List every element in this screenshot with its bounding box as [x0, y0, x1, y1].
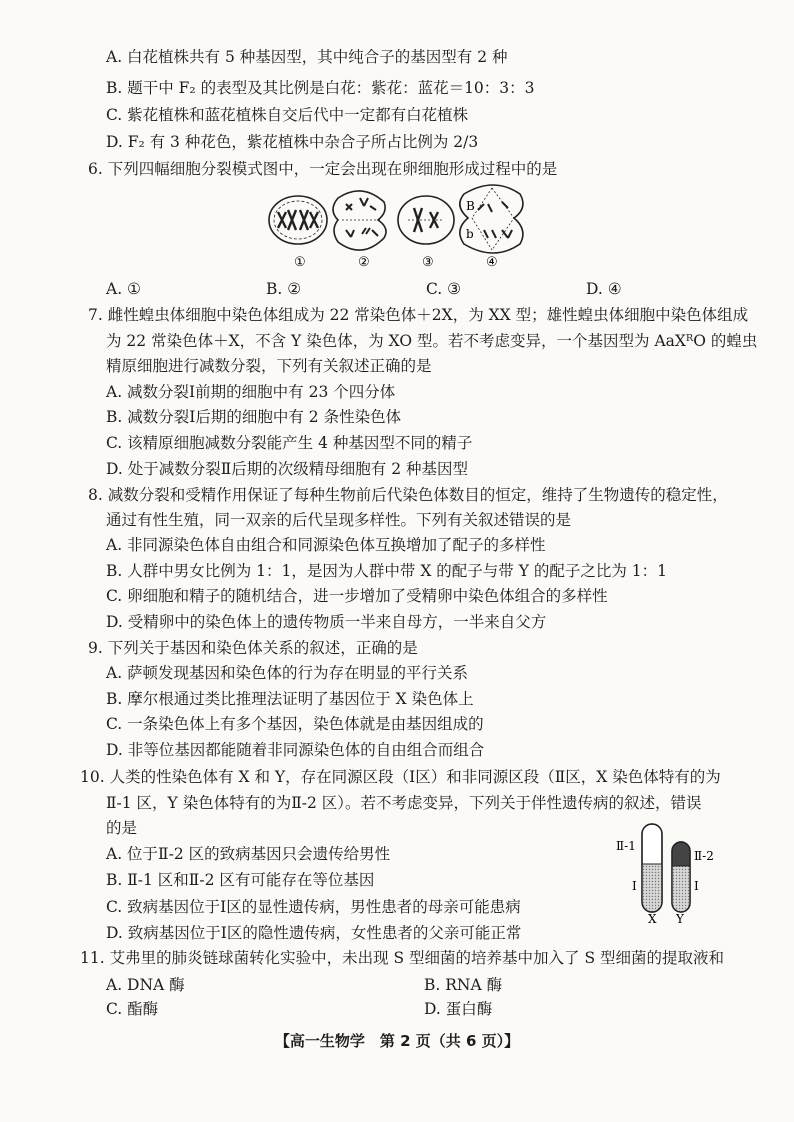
q9-option-a: A. 萨顿发现基因和染色体的行为存在明显的平行关系 — [106, 664, 469, 682]
q10-option-a: A. 位于Ⅱ-2 区的致病基因只会遗传给男性 — [106, 845, 391, 863]
q5-option-b: B. 题干中 F₂ 的表型及其比例是白花：紫花：蓝花＝10：3：3 — [106, 79, 535, 97]
q6-option-a: A. ① — [106, 280, 141, 298]
cell-4-allele-b-lower: b — [466, 227, 474, 241]
q11-option-b: B. RNA 酶 — [424, 976, 503, 994]
q11-option-c: C. 酯酶 — [106, 1000, 159, 1018]
q6-stem: 6. 下列四幅细胞分裂模式图中，一定会出现在卵细胞形成过程中的是 — [88, 160, 558, 178]
q10-option-b: B. Ⅱ-1 区和Ⅱ-2 区有可能存在等位基因 — [106, 871, 375, 889]
cell-4-allele-b-upper: B — [466, 199, 475, 213]
q5-option-d: D. F₂ 有 3 种花色，紫花植株中杂合子所占比例为 2/3 — [106, 133, 479, 151]
y-chromosome — [672, 842, 690, 912]
q10-stem-line-3: 的是 — [106, 819, 138, 837]
q7-option-d: D. 处于减数分裂Ⅱ后期的次级精母细胞有 2 种基因型 — [106, 460, 468, 478]
cell-3-label: ③ — [422, 255, 434, 270]
q7-stem-line-2: 为 22 常染色体＋X，不含 Y 染色体，为 XO 型。若不考虑变异，一个基因型为 AaXᴿO 的蝗虫 — [106, 332, 758, 350]
q9-option-c: C. 一条染色体上有多个基因，染色体就是由基因组成的 — [106, 715, 484, 733]
q6-option-d: D. ④ — [586, 280, 622, 298]
q7-stem-line-1: 7. 雌性蝗虫体细胞中染色体组成为 22 常染色体＋2X，为 XX 型；雄性蝗虫体细胞中染色体组成 — [88, 306, 749, 324]
q10-sex-chromosome-figure — [612, 820, 730, 924]
cell-2-label: ② — [358, 255, 370, 270]
q7-stem-line-3: 精原细胞进行减数分裂，下列有关叙述正确的是 — [106, 357, 432, 375]
cell-1-diagram — [269, 196, 327, 244]
cell-1-label: ① — [294, 255, 306, 270]
q10-stem-line-2: Ⅱ-1 区，Y 染色体特有的为Ⅱ-2 区）。若不考虑变异，下列关于伴性遗传病的叙述，错误 — [106, 794, 702, 812]
q6-cell-division-figure — [258, 180, 528, 274]
q6-option-c: C. ③ — [426, 280, 462, 298]
label-region-i-y: Ⅰ — [694, 879, 699, 893]
q11-option-a: A. DNA 酶 — [106, 976, 185, 994]
q9-option-d: D. 非等位基因都能随着非同源染色体的自由组合而组合 — [106, 741, 485, 759]
q8-stem-line-1: 8. 减数分裂和受精作用保证了每种生物前后代染色体数目的恒定，维持了生物遗传的稳定性， — [88, 486, 728, 504]
cell-4-label: ④ — [486, 255, 498, 270]
q6-option-b: B. ② — [266, 280, 302, 298]
cell-4-diagram — [460, 185, 523, 253]
x-chromosome — [642, 824, 662, 912]
q10-stem-line-1: 10. 人类的性染色体有 X 和 Y，存在同源区段（Ⅰ区）和非同源区段（Ⅱ区，X 染色体特有的为 — [80, 768, 721, 786]
q7-option-b: B. 减数分裂Ⅰ后期的细胞中有 2 条性染色体 — [106, 408, 402, 426]
q8-stem-line-2: 通过有性生殖，同一双亲的后代呈现多样性。下列有关叙述错误的是 — [106, 511, 572, 529]
label-region-ii-1: Ⅱ-1 — [616, 839, 636, 853]
q10-option-c: C. 致病基因位于Ⅰ区的显性遗传病，男性患者的母亲可能患病 — [106, 898, 521, 916]
q5-option-a: A. 白花植株共有 5 种基因型，其中纯合子的基因型有 2 种 — [106, 48, 508, 66]
q8-option-d: D. 受精卵中的染色体上的遗传物质一半来自母方，一半来自父方 — [106, 613, 547, 631]
q7-option-a: A. 减数分裂Ⅰ前期的细胞中有 23 个四分体 — [106, 383, 396, 401]
q11-stem: 11. 艾弗里的肺炎链球菌转化实验中，未出现 S 型细菌的培养基中加入了 S 型细菌的提取液和 — [80, 949, 725, 967]
q5-option-c: C. 紫花植株和蓝花植株自交后代中一定都有白花植株 — [106, 106, 469, 124]
cell-3-diagram — [398, 196, 454, 244]
q10-option-d: D. 致病基因位于Ⅰ区的隐性遗传病，女性患者的父亲可能正常 — [106, 924, 522, 942]
label-region-i-x: Ⅰ — [632, 879, 637, 893]
q9-option-b: B. 摩尔根通过类比推理法证明了基因位于 X 染色体上 — [106, 690, 474, 708]
q9-stem: 9. 下列关于基因和染色体关系的叙述，正确的是 — [88, 639, 418, 657]
cell-2-diagram — [333, 191, 386, 250]
label-x: X — [648, 912, 657, 924]
q8-option-a: A. 非同源染色体自由组合和同源染色体互换增加了配子的多样性 — [106, 536, 546, 554]
q7-option-c: C. 该精原细胞减数分裂能产生 4 种基因型不同的精子 — [106, 434, 473, 452]
q8-option-c: C. 卵细胞和精子的随机结合，进一步增加了受精卵中染色体组合的多样性 — [106, 587, 608, 605]
page-footer: 【高一生物学 第 2 页（共 6 页）】 — [274, 1032, 520, 1050]
q11-option-d: D. 蛋白酶 — [424, 1000, 493, 1018]
q8-option-b: B. 人群中男女比例为 1：1，是因为人群中带 X 的配子与带 Y 的配子之比为 1：1 — [106, 562, 668, 580]
label-region-ii-2: Ⅱ-2 — [694, 849, 714, 863]
label-y: Y — [676, 912, 684, 924]
